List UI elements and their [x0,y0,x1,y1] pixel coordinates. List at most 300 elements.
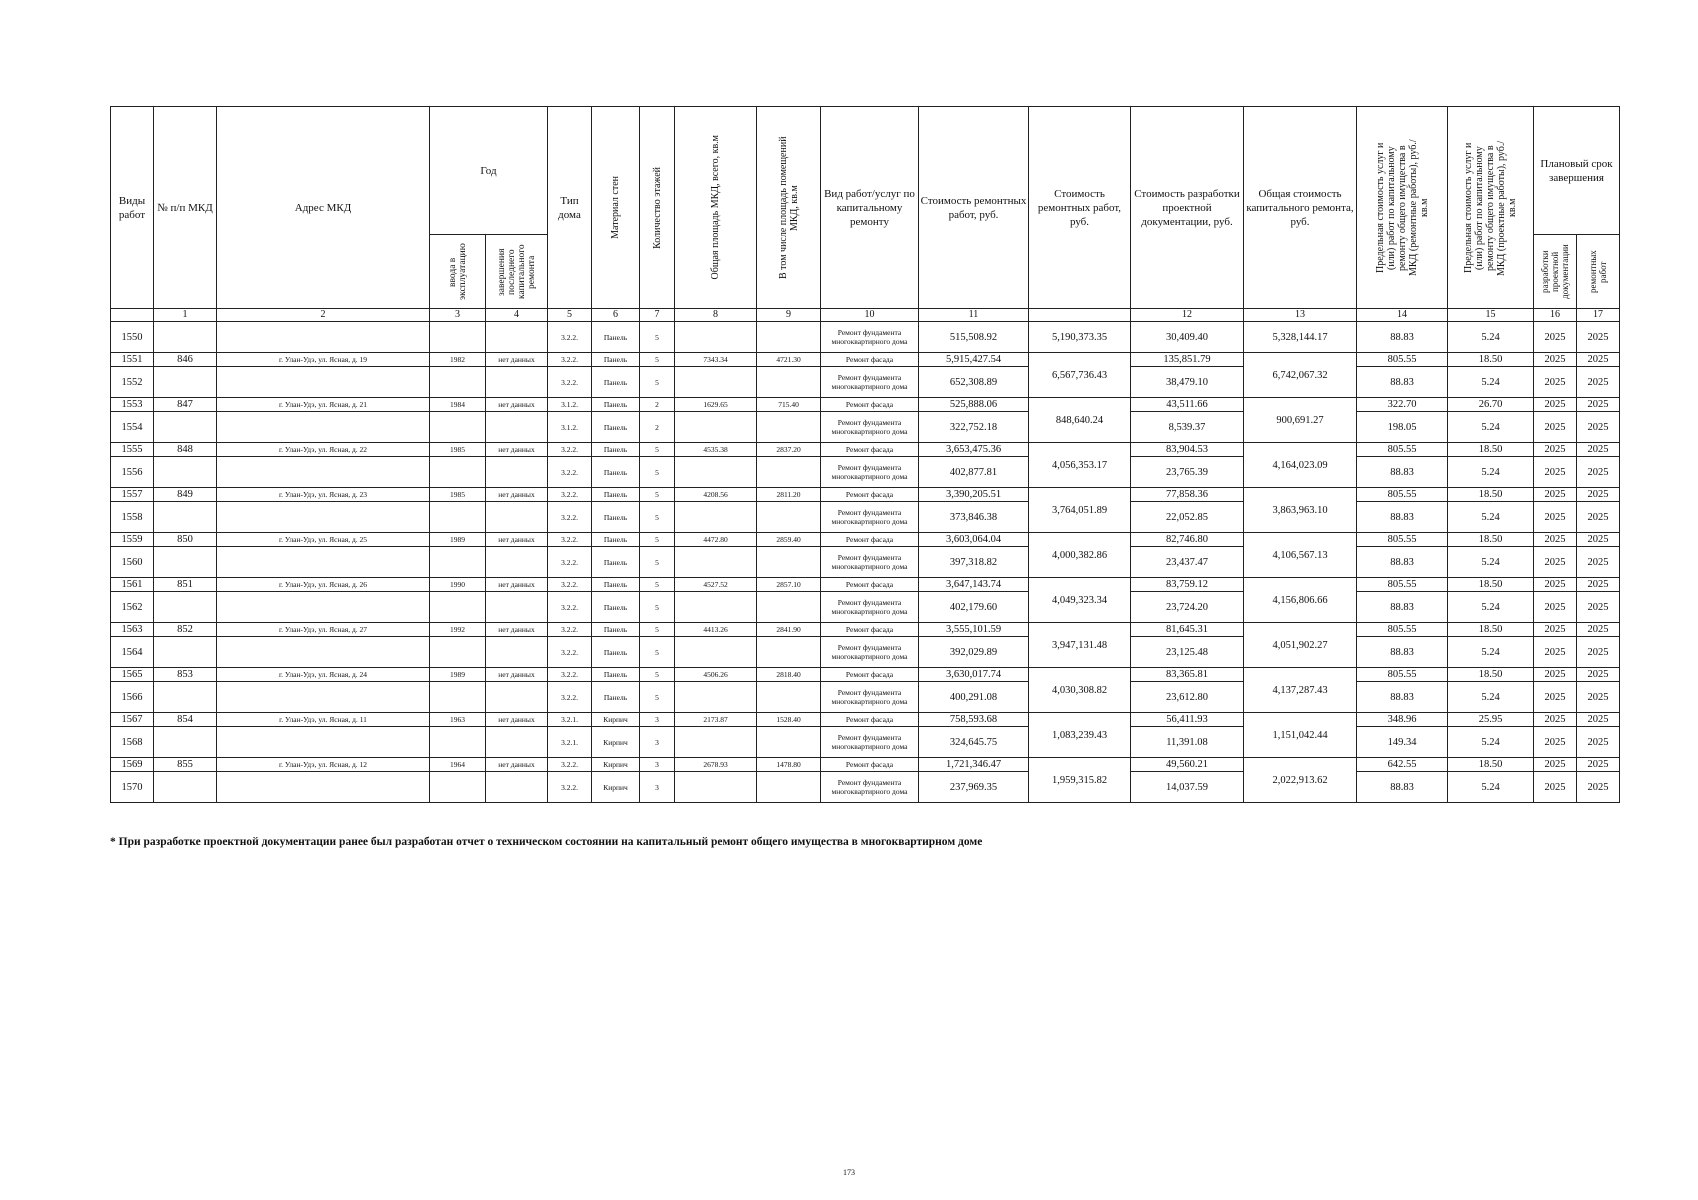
col-num: 11 [919,309,1029,322]
limit-design-cell: 5.24 [1448,322,1534,353]
total-area-cell [675,682,757,713]
header-repair-cost-2: Стоимость ремонтных работ, руб. [1029,107,1131,309]
year-repair-cell: нет данных [486,533,548,547]
year-commission-cell [430,547,486,578]
room-area-cell [757,592,821,623]
plan-repair-cell: 2025 [1577,713,1620,727]
total-area-cell [675,412,757,443]
mkd-number-cell: 846 [154,353,217,367]
col-num: 4 [486,309,548,322]
work-kind-cell: Ремонт фасада [821,398,919,412]
work-id-cell: 1560 [111,547,154,578]
mkd-number-cell [154,502,217,533]
header-limit-repair: Предельная стоимость услуг и (или) работ по капитальному ремонту общего имущества в МКД (ремонтные работы), руб./кв.м [1357,107,1448,309]
repair-cost-cell: 3,647,143.74 [919,578,1029,592]
floors-cell: 3 [640,758,675,772]
work-id-cell: 1565 [111,668,154,682]
repair-cost-cell: 3,603,064.04 [919,533,1029,547]
house-type-cell: 3.2.2. [548,682,592,713]
repair-total-cell: 6,567,736.43 [1029,353,1131,398]
year-repair-cell [486,457,548,488]
limit-repair-cell: 88.83 [1357,637,1448,668]
address-cell [217,322,430,353]
work-id-cell: 1551 [111,353,154,367]
work-kind-cell: Ремонт фундамента многоквартирного дома [821,412,919,443]
address-cell [217,457,430,488]
plan-repair-cell: 2025 [1577,443,1620,457]
design-cost-cell: 38,479.10 [1131,367,1244,398]
year-repair-cell: нет данных [486,713,548,727]
design-cost-cell: 83,365.81 [1131,668,1244,682]
work-id-cell: 1552 [111,367,154,398]
table-row [111,623,1620,637]
work-id-cell: 1556 [111,457,154,488]
table-row [111,713,1620,727]
limit-design-cell: 5.24 [1448,727,1534,758]
floors-cell: 5 [640,443,675,457]
year-repair-cell [486,547,548,578]
floors-cell: 5 [640,682,675,713]
year-repair-cell: нет данных [486,668,548,682]
plan-repair-cell: 2025 [1577,592,1620,623]
repair-cost-cell: 3,555,101.59 [919,623,1029,637]
plan-design-cell: 2025 [1534,727,1577,758]
limit-design-cell: 5.24 [1448,592,1534,623]
year-repair-cell: нет данных [486,758,548,772]
plan-repair-cell: 2025 [1577,488,1620,502]
col-num: 2 [217,309,430,322]
plan-design-cell: 2025 [1534,758,1577,772]
wall-material-cell: Панель [592,443,640,457]
total-cost-cell: 1,151,042.44 [1244,713,1357,758]
column-number-row [111,309,1620,322]
work-id-cell: 1555 [111,443,154,457]
design-cost-cell: 56,411.93 [1131,713,1244,727]
plan-repair-cell: 2025 [1577,547,1620,578]
year-repair-cell: нет данных [486,623,548,637]
limit-design-cell: 5.24 [1448,412,1534,443]
house-type-cell: 3.1.2. [548,412,592,443]
header-mkd-number: № п/п МКД [154,107,217,309]
year-commission-cell [430,412,486,443]
total-area-cell: 4506.26 [675,668,757,682]
year-repair-cell [486,682,548,713]
plan-design-cell: 2025 [1534,353,1577,367]
wall-material-cell: Панель [592,637,640,668]
year-commission-cell: 1985 [430,488,486,502]
address-cell: г. Улан-Удэ, ул. Ясная, д. 24 [217,668,430,682]
plan-design-cell: 2025 [1534,322,1577,353]
header-room-area: В том числе площадь помещений МКД, кв.м [757,107,821,309]
year-repair-cell: нет данных [486,443,548,457]
total-area-cell: 7343.34 [675,353,757,367]
room-area-cell [757,772,821,803]
repair-total-cell: 1,083,239.43 [1029,713,1131,758]
floors-cell: 5 [640,637,675,668]
design-cost-cell: 49,560.21 [1131,758,1244,772]
col-num [111,309,154,322]
mkd-number-cell [154,592,217,623]
table-row [111,758,1620,772]
mkd-number-cell: 848 [154,443,217,457]
house-type-cell: 3.2.2. [548,353,592,367]
plan-design-cell: 2025 [1534,592,1577,623]
address-cell: г. Улан-Удэ, ул. Ясная, д. 12 [217,758,430,772]
plan-design-cell: 2025 [1534,772,1577,803]
year-commission-cell: 1964 [430,758,486,772]
year-repair-cell [486,727,548,758]
total-area-cell: 2173.87 [675,713,757,727]
work-kind-cell: Ремонт фундамента многоквартирного дома [821,592,919,623]
wall-material-cell: Панель [592,322,640,353]
room-area-cell [757,547,821,578]
mkd-number-cell: 852 [154,623,217,637]
plan-design-cell: 2025 [1534,367,1577,398]
work-id-cell: 1563 [111,623,154,637]
limit-design-cell: 5.24 [1448,772,1534,803]
col-num: 9 [757,309,821,322]
total-cost-cell: 4,106,567.13 [1244,533,1357,578]
total-cost-cell: 4,156,806.66 [1244,578,1357,623]
limit-repair-cell: 805.55 [1357,623,1448,637]
total-cost-cell: 4,164,023.09 [1244,443,1357,488]
floors-cell: 5 [640,623,675,637]
mkd-number-cell [154,367,217,398]
col-num: 14 [1357,309,1448,322]
total-area-cell [675,727,757,758]
work-kind-cell: Ремонт фундамента многоквартирного дома [821,322,919,353]
repair-cost-cell: 324,645.75 [919,727,1029,758]
header-total-area: Общая площадь МКД, всего, кв.м [675,107,757,309]
repair-total-cell: 4,049,323.34 [1029,578,1131,623]
mkd-number-cell: 854 [154,713,217,727]
plan-repair-cell: 2025 [1577,637,1620,668]
page-number: 173 [843,1168,855,1177]
col-num: 16 [1534,309,1577,322]
repair-cost-cell: 400,291.08 [919,682,1029,713]
work-id-cell: 1550 [111,322,154,353]
house-type-cell: 3.2.1. [548,727,592,758]
header-total-cost: Общая стоимость капитального ремонта, руб. [1244,107,1357,309]
work-kind-cell: Ремонт фундамента многоквартирного дома [821,772,919,803]
total-area-cell [675,547,757,578]
total-area-cell [675,367,757,398]
floors-cell: 5 [640,578,675,592]
floors-cell: 2 [640,398,675,412]
limit-design-cell: 5.24 [1448,547,1534,578]
design-cost-cell: 22,052.85 [1131,502,1244,533]
total-area-cell [675,322,757,353]
table-row [111,547,1620,578]
year-repair-cell: нет данных [486,353,548,367]
floors-cell: 3 [640,772,675,803]
address-cell: г. Улан-Удэ, ул. Ясная, д. 25 [217,533,430,547]
repair-cost-cell: 373,846.38 [919,502,1029,533]
floors-cell: 5 [640,353,675,367]
design-cost-cell: 23,437.47 [1131,547,1244,578]
table-row [111,637,1620,668]
wall-material-cell: Кирпич [592,758,640,772]
limit-repair-cell: 88.83 [1357,322,1448,353]
room-area-cell [757,637,821,668]
total-area-cell: 1629.65 [675,398,757,412]
plan-repair-cell: 2025 [1577,772,1620,803]
capital-repair-table [110,106,1620,803]
floors-cell: 5 [640,502,675,533]
plan-repair-cell: 2025 [1577,727,1620,758]
col-num: 6 [592,309,640,322]
year-commission-cell: 1989 [430,668,486,682]
wall-material-cell: Панель [592,502,640,533]
mkd-number-cell [154,682,217,713]
limit-repair-cell: 348.96 [1357,713,1448,727]
house-type-cell: 3.2.2. [548,502,592,533]
address-cell: г. Улан-Удэ, ул. Ясная, д. 27 [217,623,430,637]
repair-total-cell: 4,030,308.82 [1029,668,1131,713]
work-kind-cell: Ремонт фасада [821,578,919,592]
plan-design-cell: 2025 [1534,412,1577,443]
repair-cost-cell: 652,308.89 [919,367,1029,398]
year-commission-cell: 1982 [430,353,486,367]
table-row [111,727,1620,758]
floors-cell: 5 [640,367,675,398]
total-cost-cell: 2,022,913.62 [1244,758,1357,803]
design-cost-cell: 11,391.08 [1131,727,1244,758]
work-kind-cell: Ремонт фундамента многоквартирного дома [821,637,919,668]
limit-repair-cell: 149.34 [1357,727,1448,758]
design-cost-cell: 23,612.80 [1131,682,1244,713]
year-commission-cell [430,772,486,803]
repair-total-cell: 4,056,353.17 [1029,443,1131,488]
repair-cost-cell: 237,969.35 [919,772,1029,803]
header-limit-design: Предельная стоимость услуг и (или) работ по капитальному ремонту общего имущества в МКД (проектные работы), руб./кв.м [1448,107,1534,309]
house-type-cell: 3.2.2. [548,547,592,578]
year-commission-cell [430,322,486,353]
work-id-cell: 1564 [111,637,154,668]
repair-cost-cell: 397,318.82 [919,547,1029,578]
repair-cost-cell: 3,653,475.36 [919,443,1029,457]
work-id-cell: 1558 [111,502,154,533]
header-year: Год [430,107,548,235]
house-type-cell: 3.2.2. [548,488,592,502]
address-cell: г. Улан-Удэ, ул. Ясная, д. 23 [217,488,430,502]
year-commission-cell: 1963 [430,713,486,727]
year-repair-cell [486,637,548,668]
total-cost-cell: 4,051,902.27 [1244,623,1357,668]
year-repair-cell [486,367,548,398]
col-num: 7 [640,309,675,322]
house-type-cell: 3.2.2. [548,533,592,547]
year-commission-cell [430,727,486,758]
room-area-cell [757,727,821,758]
table-row [111,682,1620,713]
limit-design-cell: 5.24 [1448,502,1534,533]
design-cost-cell: 23,125.48 [1131,637,1244,668]
year-commission-cell [430,592,486,623]
repair-total-cell: 848,640.24 [1029,398,1131,443]
plan-design-cell: 2025 [1534,533,1577,547]
col-num: 1 [154,309,217,322]
work-id-cell: 1557 [111,488,154,502]
year-repair-cell: нет данных [486,398,548,412]
repair-cost-cell: 525,888.06 [919,398,1029,412]
floors-cell: 3 [640,727,675,758]
plan-repair-cell: 2025 [1577,322,1620,353]
design-cost-cell: 8,539.37 [1131,412,1244,443]
mkd-number-cell [154,637,217,668]
plan-repair-cell: 2025 [1577,412,1620,443]
total-area-cell [675,772,757,803]
house-type-cell: 3.2.2. [548,367,592,398]
work-kind-cell: Ремонт фасада [821,713,919,727]
table-row [111,772,1620,803]
year-repair-cell [486,322,548,353]
plan-design-cell: 2025 [1534,502,1577,533]
year-commission-cell: 1985 [430,443,486,457]
work-kind-cell: Ремонт фундамента многоквартирного дома [821,682,919,713]
limit-repair-cell: 805.55 [1357,353,1448,367]
plan-repair-cell: 2025 [1577,457,1620,488]
table-row [111,502,1620,533]
address-cell: г. Улан-Удэ, ул. Ясная, д. 11 [217,713,430,727]
table-body [111,322,1620,803]
wall-material-cell: Панель [592,533,640,547]
work-id-cell: 1561 [111,578,154,592]
limit-design-cell: 18.50 [1448,353,1534,367]
year-commission-cell: 1984 [430,398,486,412]
house-type-cell: 3.2.2. [548,322,592,353]
house-type-cell: 3.2.2. [548,592,592,623]
repair-cost-cell: 515,508.92 [919,322,1029,353]
year-repair-cell [486,412,548,443]
room-area-cell: 2841.90 [757,623,821,637]
work-id-cell: 1567 [111,713,154,727]
plan-repair-cell: 2025 [1577,367,1620,398]
header-year-commission: ввода в эксплуатацию [430,235,486,309]
floors-cell: 5 [640,488,675,502]
room-area-cell: 1528.40 [757,713,821,727]
wall-material-cell: Панель [592,412,640,443]
room-area-cell [757,412,821,443]
work-kind-cell: Ремонт фасада [821,353,919,367]
limit-repair-cell: 198.05 [1357,412,1448,443]
work-kind-cell: Ремонт фундамента многоквартирного дома [821,502,919,533]
header-wall-material: Материал стен [592,107,640,309]
repair-total-cell: 4,000,382.86 [1029,533,1131,578]
house-type-cell: 3.2.2. [548,623,592,637]
design-cost-cell: 77,858.36 [1131,488,1244,502]
room-area-cell: 1478.80 [757,758,821,772]
limit-repair-cell: 322.70 [1357,398,1448,412]
repair-cost-cell: 3,390,205.51 [919,488,1029,502]
limit-repair-cell: 88.83 [1357,682,1448,713]
table-row [111,412,1620,443]
work-id-cell: 1554 [111,412,154,443]
total-cost-cell: 3,863,963.10 [1244,488,1357,533]
total-area-cell: 4208.56 [675,488,757,502]
work-id-cell: 1568 [111,727,154,758]
header-plan-repair: ремонтных работ [1577,235,1620,309]
plan-repair-cell: 2025 [1577,353,1620,367]
repair-cost-cell: 392,029.89 [919,637,1029,668]
floors-cell: 5 [640,457,675,488]
table-row [111,578,1620,592]
plan-repair-cell: 2025 [1577,623,1620,637]
floors-cell: 5 [640,533,675,547]
design-cost-cell: 23,765.39 [1131,457,1244,488]
header-house-type: Тип дома [548,107,592,309]
mkd-number-cell: 855 [154,758,217,772]
plan-repair-cell: 2025 [1577,502,1620,533]
year-commission-cell [430,367,486,398]
table-row [111,322,1620,353]
house-type-cell: 3.1.2. [548,398,592,412]
header-plan-design: разработки проектной документации [1534,235,1577,309]
room-area-cell: 2818.40 [757,668,821,682]
year-repair-cell: нет данных [486,578,548,592]
wall-material-cell: Панель [592,668,640,682]
work-kind-cell: Ремонт фасада [821,443,919,457]
total-area-cell: 4535.38 [675,443,757,457]
header-work-type: Виды работ [111,107,154,309]
year-commission-cell: 1989 [430,533,486,547]
year-repair-cell [486,772,548,803]
header-repair-cost: Стоимость ремонтных работ, руб. [919,107,1029,309]
header-floors: Количество этажей [640,107,675,309]
room-area-cell: 2837.20 [757,443,821,457]
design-cost-cell: 83,759.12 [1131,578,1244,592]
wall-material-cell: Панель [592,457,640,488]
mkd-number-cell: 850 [154,533,217,547]
plan-repair-cell: 2025 [1577,398,1620,412]
header-plan-deadline: Плановый срок завершения [1534,107,1620,235]
floors-cell: 5 [640,592,675,623]
limit-design-cell: 26.70 [1448,398,1534,412]
total-area-cell: 4472.80 [675,533,757,547]
design-cost-cell: 23,724.20 [1131,592,1244,623]
work-id-cell: 1569 [111,758,154,772]
repair-cost-cell: 3,630,017.74 [919,668,1029,682]
limit-design-cell: 25.95 [1448,713,1534,727]
room-area-cell: 2859.40 [757,533,821,547]
design-cost-cell: 30,409.40 [1131,322,1244,353]
wall-material-cell: Панель [592,547,640,578]
mkd-number-cell: 847 [154,398,217,412]
plan-repair-cell: 2025 [1577,578,1620,592]
work-kind-cell: Ремонт фасада [821,668,919,682]
room-area-cell: 2857.10 [757,578,821,592]
plan-design-cell: 2025 [1534,443,1577,457]
room-area-cell: 2811.20 [757,488,821,502]
total-area-cell [675,592,757,623]
plan-design-cell: 2025 [1534,623,1577,637]
plan-repair-cell: 2025 [1577,533,1620,547]
limit-design-cell: 18.50 [1448,758,1534,772]
wall-material-cell: Панель [592,353,640,367]
address-cell [217,682,430,713]
year-repair-cell [486,592,548,623]
plan-design-cell: 2025 [1534,457,1577,488]
repair-cost-cell: 5,915,427.54 [919,353,1029,367]
total-area-cell [675,637,757,668]
repair-cost-cell: 402,179.60 [919,592,1029,623]
col-num: 12 [1131,309,1244,322]
plan-design-cell: 2025 [1534,547,1577,578]
house-type-cell: 3.2.1. [548,713,592,727]
house-type-cell: 3.2.2. [548,637,592,668]
total-area-cell: 4527.52 [675,578,757,592]
repair-total-cell: 3,764,051.89 [1029,488,1131,533]
